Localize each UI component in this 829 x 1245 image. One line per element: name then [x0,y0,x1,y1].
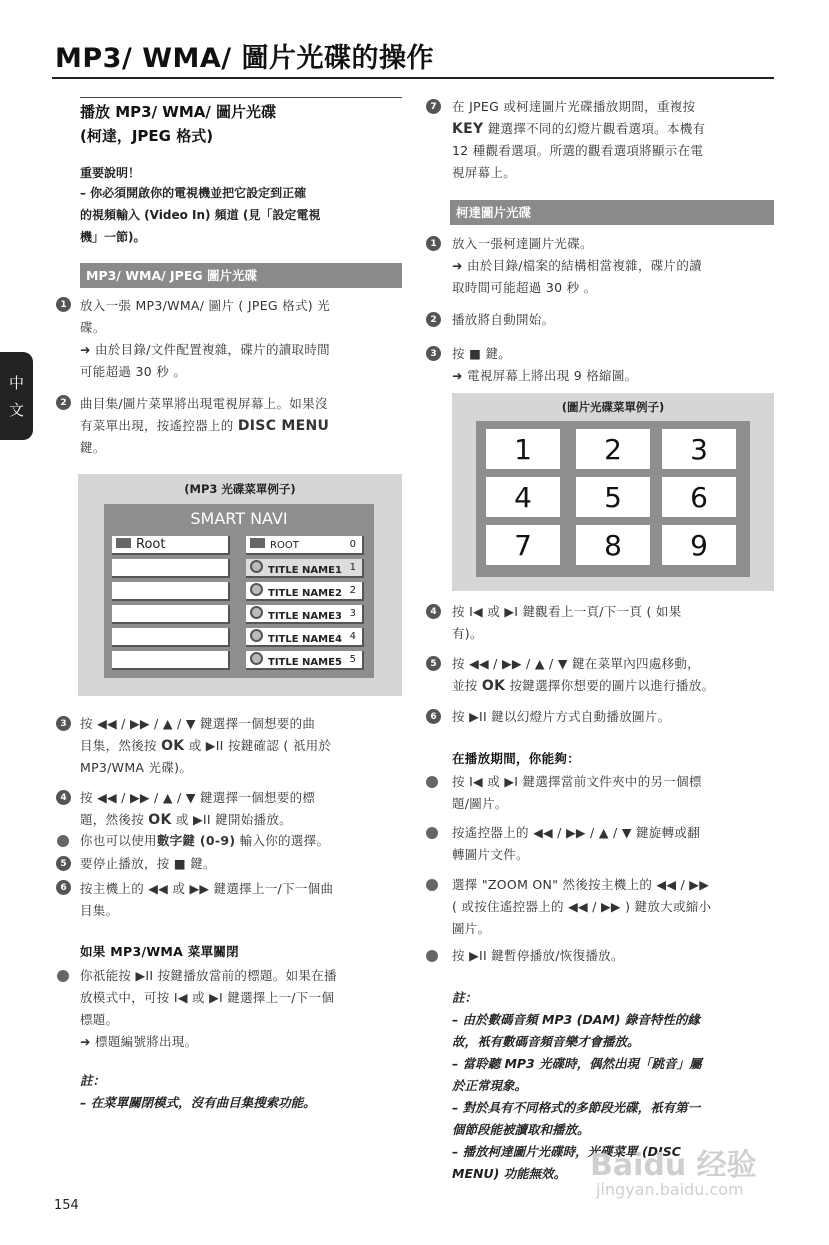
disc-menu-key: DISC MENU [237,418,330,434]
page-number: 154 [54,1198,79,1213]
smart-navi-title: SMART NAVI [190,509,288,528]
step-text: 在 JPEG 或柯達圖片光碟播放期間，重複按 [452,99,696,114]
figure-caption: (圖片光碟菜單例子) [561,400,665,414]
section-heading-sub: (柯達，JPEG 格式) [80,127,214,145]
page-title: MP3/ WMA/ 圖片光碟的操作 [55,43,435,74]
step-text-part: 目集，然後按 [80,738,162,753]
step-text-part: 或 ▶II 按鍵確認 ( 祇用於 [184,738,332,753]
track-number: 3 [349,608,356,619]
folder-row [112,536,230,555]
track-row [246,536,364,555]
track-label: TITLE NAME2 [268,587,342,599]
thumbnail-cell: 8 [576,525,650,565]
thumbnail-cell: 3 [662,429,736,469]
track-label: ROOT [270,540,299,551]
step-text: 按 ◀◀ / ▶▶ / ▲ / ▼ 鍵選擇一個想要的標 [80,790,316,805]
folder-icon [116,538,131,548]
bullet-text: 圖片。 [452,921,491,936]
step-text-part: 有菜單出現，按遙控器上的 [80,418,238,433]
bullet [57,970,69,982]
step-number: 5 [426,656,441,671]
bullet [57,835,69,847]
step-text [80,809,292,831]
step-number: 6 [426,709,441,724]
language-tab-char: 文 [8,401,24,419]
step-text: 目集。 [80,903,119,918]
step-text: 按 ◀◀ / ▶▶ / ▲ / ▼ 鍵在菜單內四處移動， [452,656,700,671]
note-text: MENU) 功能無效。 [452,1166,567,1181]
step-text-part: 或 ▶II 鍵開始播放。 [171,812,292,827]
bullet-text: 按 I◀ 或 ▶I 鍵選擇當前文件夾中的另一個標 [452,774,702,789]
thumbnail-cell: 1 [486,429,560,469]
step-text: 按 ■ 鍵。 [452,346,512,361]
track-label: TITLE NAME4 [268,633,342,645]
step-number: 1 [426,236,441,251]
step-text: ➜ 由於目錄/文件配置複雜，碟片的讀取時間 [80,342,330,357]
empty-row [112,559,230,578]
track-row [246,651,364,670]
section-bar: 柯達圖片光碟 [450,200,774,225]
track-row [246,582,364,601]
step-number: 3 [56,716,71,731]
track-number: 2 [349,585,356,596]
empty-row [112,605,230,624]
step-text: 12 種觀看選項。所選的觀看選項將顯示在電 [452,143,704,158]
note-text: – 對於具有不同格式的多節段光碟，衹有第一 [452,1100,701,1115]
step-text: 可能超過 30 秒 。 [80,364,187,379]
step-text: 按 ▶II 鍵以幻燈片方式自動播放圖片。 [452,709,671,724]
bullet-text: 選擇 "ZOOM ON" 然後按主機上的 ◀◀ / ▶▶ [452,877,710,892]
note-text: – 在菜單關閉模式，沒有曲目集搜索功能。 [80,1095,316,1110]
track-label: TITLE NAME5 [268,656,342,668]
note-text: 於正常現象。 [452,1078,528,1093]
root-label: Root [136,537,166,552]
title-rule [52,77,774,79]
ok-key: OK [481,678,506,694]
empty-row [112,628,230,647]
step-text [452,118,705,140]
thumbnail-cell: 7 [486,525,560,565]
step-number: 4 [56,790,71,805]
step-text: 曲目集/圖片菜單將出現電視屏幕上。如果沒 [80,396,328,411]
mp3-menu-figure [78,474,402,696]
picture-menu-figure [452,393,774,591]
step-text: MP3/WMA 光碟)。 [80,760,193,775]
bullet [426,879,438,891]
step-number: 7 [426,99,441,114]
language-tab-char: 中 [8,374,24,392]
step-text-part: 題，然後按 [80,812,149,827]
bullet-text: 放模式中，可按 I◀ 或 ▶I 鍵選擇上一/下一個 [80,990,335,1005]
bullet-text: 標題。 [80,1012,119,1027]
important-text: 機」一節)。 [80,230,146,244]
step-text: 放入一張 MP3/WMA/ 圖片 ( JPEG 格式) 光 [80,298,330,313]
section-rule [80,97,402,98]
note-text: 故，衹有數碼音頻音樂才會播放。 [452,1034,640,1049]
step-text-part: 並按 [452,678,482,693]
disc-icon [250,583,263,596]
watermark-url: jingyan.baidu.com [596,1180,744,1199]
track-number: 0 [349,539,356,550]
note-label: 註： [452,990,478,1005]
step-number: 2 [426,312,441,327]
smart-navi-panel [104,504,374,678]
thumbnail-cell: 4 [486,477,560,517]
step-number: 2 [56,395,71,410]
step-number: 3 [426,346,441,361]
bullet [426,950,438,962]
number-keys: 數字鍵 (0-9) [156,833,236,848]
step-text: 鍵。 [80,440,106,455]
bullet-text [80,830,329,852]
disc-icon [250,606,263,619]
important-label: 重要說明！ [80,166,141,180]
subheading: 在播放期間，你能夠： [452,751,581,766]
step-text: 按 ◀◀ / ▶▶ / ▲ / ▼ 鍵選擇一個想要的曲 [80,716,316,731]
step-text: ➜ 由於目錄/檔案的結構相當複雜，碟片的讀 [452,258,702,273]
bullet [426,776,438,788]
step-text [80,415,329,437]
step-text [452,675,714,697]
step-text: 播放將自動開始。 [452,312,555,327]
bullet-text: 按 ▶II 鍵暫停播放/恢復播放。 [452,948,624,963]
disc-icon [250,629,263,642]
note-label: 註： [80,1073,106,1088]
track-number: 5 [349,654,356,665]
thumbnail-grid [476,421,750,577]
thumbnail-cell: 9 [662,525,736,565]
step-text: 碟。 [80,320,106,335]
empty-row [112,651,230,670]
bullet-text-part: 你也可以使用 [80,833,157,848]
step-text: 按主機上的 ◀◀ 或 ▶▶ 鍵選擇上一/下一個曲 [80,881,334,896]
watermark-logo: Baidu 经验 [590,1148,757,1183]
thumbnail-cell: 2 [576,429,650,469]
track-row [246,559,364,578]
note-text: – 播放柯達圖片光碟時，光碟菜單 (DISC [452,1144,681,1159]
key-button: KEY [452,121,484,137]
thumbnail-cell: 6 [662,477,736,517]
step-text: 要停止播放，按 ■ 鍵。 [80,856,216,871]
section-bar: MP3/ WMA/ JPEG 圖片光碟 [80,263,402,288]
step-text: ➜ 電視屏幕上將出現 9 格縮圖。 [452,368,638,383]
note-text: 個節段能被讀取和播放。 [452,1122,590,1137]
figure-caption: (MP3 光碟菜單例子) [184,482,296,496]
disc-icon [250,652,263,665]
note-text: – 由於數碼音頻 MP3 (DAM) 錄音特性的緣 [452,1012,700,1027]
step-text: 放入一張柯達圖片光碟。 [452,236,593,251]
bullet-text: 轉圖片文件。 [452,847,529,862]
bullet-text: ( 或按住遙控器上的 ◀◀ / ▶▶ ) 鍵放大或縮小 [452,899,712,914]
step-text: 取時間可能超過 30 秒 。 [452,280,597,295]
folder-icon [250,538,265,548]
disc-icon [250,560,263,573]
step-number: 5 [56,856,71,871]
ok-key: OK [161,738,185,754]
thumbnail-cell: 5 [576,477,650,517]
step-text-part: 鍵選擇不同的幻燈片觀看選項。本機有 [483,121,706,136]
track-label: TITLE NAME1 [268,564,342,576]
bullet [426,827,438,839]
track-label: TITLE NAME3 [268,610,342,622]
important-text: – 你必須開啟你的電視機並把它設定到正確 [80,186,307,200]
step-text: 視屏幕上。 [452,165,517,180]
track-number: 4 [349,631,356,642]
track-number: 1 [349,562,356,573]
bullet-text: 題/圖片。 [452,796,508,811]
step-text: 有)。 [452,626,483,641]
subheading: 如果 MP3/WMA 菜單關閉 [80,944,239,959]
bullet-text: ➜ 標題編號將出現。 [80,1034,198,1049]
note-text: – 當聆聽 MP3 光碟時，偶然出現「跳音」屬 [452,1056,702,1071]
step-text [80,735,331,757]
bullet-text: 按遙控器上的 ◀◀ / ▶▶ / ▲ / ▼ 鍵旋轉或翻 [452,825,700,840]
step-text-part: 按鍵選擇你想要的圖片以進行播放。 [505,678,715,693]
important-text: 的視頻輸入 (Video In) 頻道 (見「設定電視 [80,208,321,222]
track-row [246,628,364,647]
bullet-text: 你祇能按 ▶II 按鍵播放當前的標題。如果在播 [80,968,337,983]
track-row [246,605,364,624]
step-number: 4 [426,604,441,619]
section-heading: 播放 MP3/ WMA/ 圖片光碟 [80,103,277,121]
language-tab [0,352,33,440]
bullet-text-part: 輸入你的選擇。 [235,833,330,848]
empty-row [112,582,230,601]
step-number: 1 [56,297,71,312]
step-number: 6 [56,880,71,895]
ok-key: OK [148,812,172,828]
step-text: 按 I◀ 或 ▶I 鍵觀看上一頁/下一頁 ( 如果 [452,604,682,619]
